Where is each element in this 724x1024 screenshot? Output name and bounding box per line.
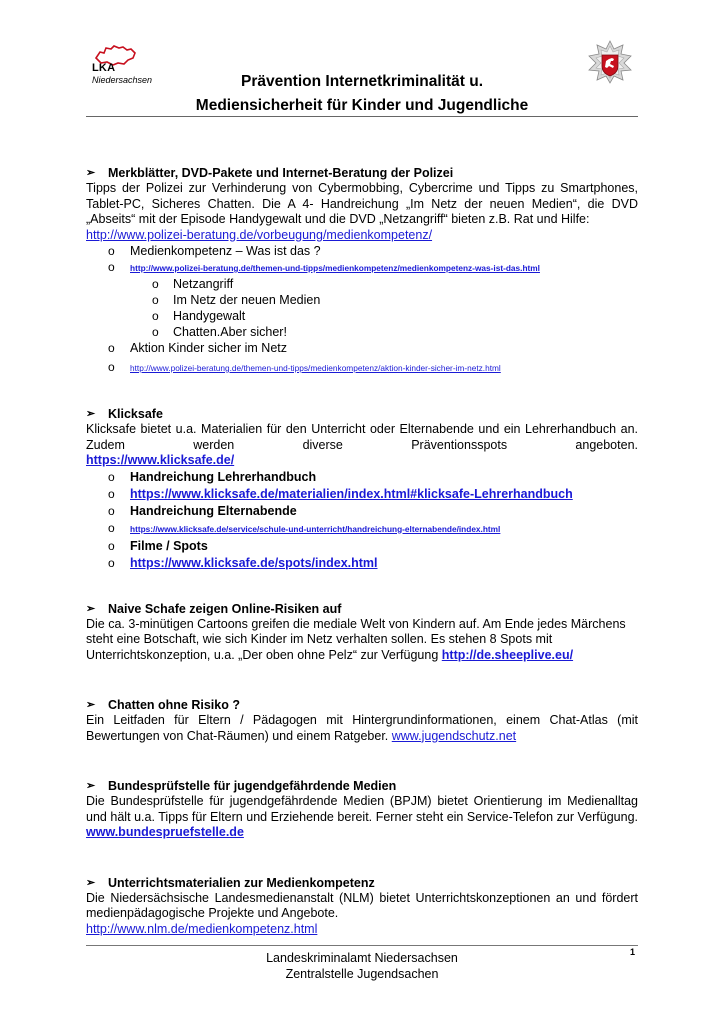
bundespruefstelle-link[interactable]: www.bundespruefstelle.de bbox=[86, 825, 244, 839]
main-content bbox=[86, 165, 638, 937]
list-item bbox=[86, 486, 638, 502]
header-divider bbox=[86, 116, 638, 117]
polizei-beratung-link[interactable]: http://www.polizei-beratung.de/vorbeugung/medienkompetenz/ bbox=[86, 227, 433, 242]
circle-bullet-icon: o bbox=[108, 503, 115, 518]
aktion-kinder-link[interactable]: http://www.polizei-beratung.de/themen-und-tipps/medienkompetenz/aktion-kinder-sicher-im-netz.html bbox=[130, 363, 501, 373]
section-heading-text: Klicksafe bbox=[108, 407, 163, 421]
arrow-bullet-icon: ➢ bbox=[86, 780, 96, 792]
section-text bbox=[86, 794, 638, 841]
circle-bullet-icon: o bbox=[152, 277, 159, 291]
bullet-list bbox=[86, 340, 638, 376]
section-text-body: Die ca. 3-minütigen Cartoons greifen die mediale Welt von Kindern auf. Am Ende jedes Märchens steht eine Botschaft, wie sich Kinder im Netz verhalten sollen. Es stehen 8 Spots mit Unterrichtskonzeption, u.a. „Der oben ohne Pelz“ zur Verfügung bbox=[86, 616, 626, 662]
list-item bbox=[86, 359, 638, 376]
bullet-list bbox=[86, 243, 638, 276]
section-text-body: Die Bundesprüfstelle für jugendgefährdende Medien (BPJM) bietet Orientierung im Medienalltag und hält u.a. Tipps für Eltern und Erziehende bereit. Ferner steht ein Service-Telefon zur Verfügung. bbox=[86, 794, 638, 824]
section-polizei-beratung bbox=[86, 165, 638, 376]
section-bpjm bbox=[86, 778, 638, 841]
section-text bbox=[86, 617, 638, 664]
circle-bullet-icon: o bbox=[108, 244, 115, 258]
list-item-text: Handygewalt bbox=[173, 309, 246, 323]
nlm-link[interactable]: http://www.nlm.de/medienkompetenz.html bbox=[86, 921, 318, 936]
jugendschutz-link[interactable]: www.jugendschutz.net bbox=[391, 728, 517, 743]
sheeplive-link[interactable]: http://de.sheeplive.eu/ bbox=[441, 647, 574, 662]
circle-bullet-icon: o bbox=[152, 309, 159, 323]
section-text: Klicksafe bietet u.a. Materialien für den Unterricht oder Elternabende und ein Lehrerhandbuch an. Zudem werden diverse Präventionsspots angeboten. bbox=[86, 422, 638, 452]
section-heading-text: Chatten ohne Risiko ? bbox=[108, 698, 240, 712]
list-item bbox=[86, 469, 638, 485]
bullet-list bbox=[86, 469, 638, 571]
section-text bbox=[86, 713, 638, 744]
section-heading bbox=[86, 778, 638, 794]
klicksafe-link[interactable]: https://www.klicksafe.de/ bbox=[86, 453, 235, 467]
section-chatten bbox=[86, 697, 638, 744]
list-item-text: Handreichung Lehrerhandbuch bbox=[130, 469, 317, 484]
spots-link[interactable]: https://www.klicksafe.de/spots/index.html bbox=[130, 555, 378, 570]
section-klicksafe bbox=[86, 406, 638, 571]
section-heading bbox=[86, 875, 638, 891]
circle-bullet-icon: o bbox=[108, 538, 115, 553]
section-nlm bbox=[86, 875, 638, 938]
list-item bbox=[86, 538, 638, 554]
list-item-text: Handreichung Elternabende bbox=[130, 503, 297, 518]
title-line-2: Mediensicherheit für Kinder und Jugendliche bbox=[195, 97, 529, 114]
section-heading-text: Bundesprüfstelle für jugendgefährdende Medien bbox=[108, 779, 397, 793]
list-item bbox=[86, 503, 638, 519]
list-item bbox=[86, 520, 638, 537]
list-item-text: Aktion Kinder sicher im Netz bbox=[130, 341, 288, 355]
circle-bullet-icon: o bbox=[152, 325, 159, 339]
arrow-bullet-icon: ➢ bbox=[86, 408, 96, 420]
logo-region-text: Niedersachsen bbox=[92, 75, 153, 85]
police-star-emblem-icon bbox=[588, 40, 632, 84]
list-item bbox=[86, 308, 638, 324]
page-title bbox=[150, 70, 574, 118]
page-number: 1 bbox=[630, 947, 636, 957]
section-heading-text: Unterrichtsmaterialien zur Medienkompetenz bbox=[108, 875, 375, 890]
footer-line-2: Zentralstelle Jugendsachen bbox=[285, 967, 439, 981]
list-item-text: Netzangriff bbox=[173, 277, 234, 291]
circle-bullet-icon: o bbox=[108, 520, 115, 535]
list-item bbox=[86, 259, 638, 276]
elternabende-link[interactable]: https://www.klicksafe.de/service/schule-und-unterricht/handreichung-elternabende/index.html bbox=[130, 523, 501, 534]
section-heading-text: Naive Schafe zeigen Online-Risiken auf bbox=[108, 601, 342, 616]
footer-divider bbox=[86, 945, 638, 946]
list-item-text: Im Netz der neuen Medien bbox=[173, 293, 321, 307]
section-heading bbox=[86, 601, 638, 617]
list-item-text: Medienkompetenz – Was ist das ? bbox=[130, 244, 321, 258]
arrow-bullet-icon: ➢ bbox=[86, 167, 96, 179]
list-item bbox=[86, 276, 638, 292]
circle-bullet-icon: o bbox=[108, 341, 115, 355]
lehrerhandbuch-link[interactable]: https://www.klicksafe.de/materialien/index.html#klicksafe-Lehrerhandbuch bbox=[130, 486, 573, 501]
list-item bbox=[86, 340, 638, 356]
section-heading bbox=[86, 165, 638, 181]
section-text: Tipps der Polizei zur Verhinderung von Cybermobbing, Cybercrime und Tipps zu Smartphones, Tablet-PC, Sicheres Chatten. Die A 4- Handreichung „Im Netz der neuen Medien“, die DVD „Abseits“ mit der Episode Handygewalt und die DVD „Netzangriff“ bieten z.B. Rat und Hilfe: bbox=[86, 181, 638, 226]
list-item bbox=[86, 324, 638, 340]
arrow-bullet-icon: ➢ bbox=[86, 876, 96, 889]
list-item bbox=[86, 243, 638, 259]
section-heading-text: Merkblätter, DVD-Pakete und Internet-Beratung der Polizei bbox=[108, 166, 454, 180]
section-sheeplive bbox=[86, 601, 638, 664]
sub-bullet-list bbox=[86, 276, 638, 340]
footer bbox=[180, 950, 544, 982]
section-text-body: Ein Leitfaden für Eltern / Pädagogen mit Hintergrundinformationen, einem Chat-Atlas (mit Bewertungen von Chat-Räumen) und einem Ratgeber. bbox=[86, 713, 638, 743]
circle-bullet-icon: o bbox=[108, 260, 115, 274]
circle-bullet-icon: o bbox=[108, 360, 115, 374]
list-item bbox=[86, 555, 638, 571]
circle-bullet-icon: o bbox=[152, 293, 159, 307]
list-item bbox=[86, 292, 638, 308]
circle-bullet-icon: o bbox=[108, 469, 115, 484]
medienkompetenz-link[interactable]: http://www.polizei-beratung.de/themen-und-tipps/medienkompetenz/medienkompetenz-was-ist-das.html bbox=[130, 263, 540, 273]
logo-lka-text: LKA bbox=[92, 62, 116, 74]
section-heading bbox=[86, 406, 638, 422]
list-item-text: Filme / Spots bbox=[130, 538, 208, 553]
section-text: Die Niedersächsische Landesmedienanstalt (NLM) bietet Unterrichtskonzeptionen an und fördert medienpädagogische Projekte und Angebote. bbox=[86, 890, 638, 920]
footer-line-1: Landeskriminalamt Niedersachsen bbox=[266, 951, 458, 965]
circle-bullet-icon: o bbox=[108, 486, 115, 501]
circle-bullet-icon: o bbox=[108, 555, 115, 570]
list-item-text: Chatten.Aber sicher! bbox=[173, 325, 287, 339]
title-line-1: Prävention Internetkriminalität u. bbox=[240, 73, 484, 90]
arrow-bullet-icon: ➢ bbox=[86, 699, 96, 711]
arrow-bullet-icon: ➢ bbox=[86, 602, 96, 615]
section-heading bbox=[86, 697, 638, 713]
